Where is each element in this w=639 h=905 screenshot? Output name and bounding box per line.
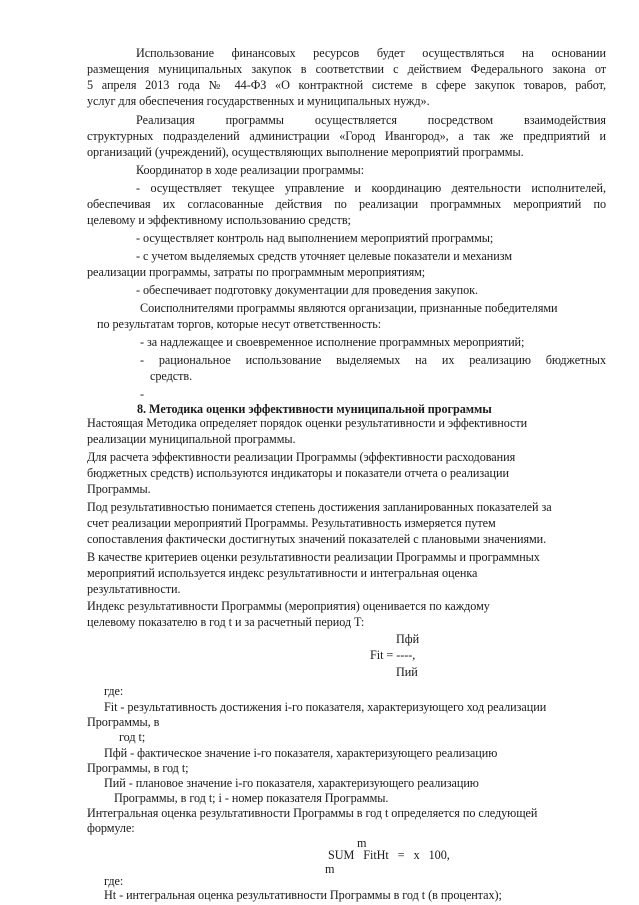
formula-sum-subscript: m [325, 862, 335, 876]
text-line: Под результативностью понимается степень достижения запланированных показателей за [87, 500, 552, 514]
text-line: Программы. [87, 482, 151, 496]
text-line: бюджетных средств) используются индикаторы и показатели отчета о реализации [87, 466, 509, 480]
text-line: результативности. [87, 582, 181, 596]
text-line: средств. [150, 369, 193, 383]
text-line: - с учетом выделяемых средств уточняет целевые показатели и механизм [136, 249, 512, 263]
text-line: - за надлежащее и своевременное исполнение программных мероприятий; [140, 335, 525, 349]
formula-denominator: Пий [396, 665, 418, 679]
text-line: обеспечивая их согласованные действия по реализации программных мероприятий по [87, 197, 606, 211]
text-line: 5 апреля 2013 года № 44-ФЗ «О контрактной системе в сфере закупок товаров, работ, [87, 78, 606, 92]
text-line: сопоставления фактически достигнутых значений показателей с плановыми значениями. [87, 532, 547, 546]
text-line: целевому показателю в год t и за расчетный период T: [87, 615, 365, 629]
text-line: - осуществляет текущее управление и координацию деятельности исполнителей, [136, 181, 606, 195]
text-line: Программы, в [87, 715, 160, 729]
text-line: Программы, в год t; i - номер показателя Программы. [114, 791, 389, 805]
text-line: структурных подразделений администрации «Город Ивангород», а так же предприятий и [87, 129, 606, 143]
text-line: - [140, 387, 145, 401]
text-line: размещения муниципальных закупок в соответствии с действием Федерального закона от [87, 62, 606, 76]
text-line: услуг для обеспечения государственных и муниципальных нужд». [87, 94, 430, 108]
text-line: Использование финансовых ресурсов будет осуществляться на основании [136, 46, 606, 60]
text-line: где: [104, 684, 124, 698]
text-line: организаций (учреждений), осуществляющих выполнение мероприятий программы. [87, 145, 524, 159]
text-line: Координатор в ходе реализации программы: [136, 163, 365, 177]
formula-numerator: Пфй [396, 632, 420, 646]
text-line: - обеспечивает подготовку документации для проведения закупок. [136, 283, 478, 297]
text-line: Для расчета эффективности реализации Программы (эффективности расходования [87, 450, 516, 464]
text-line: по результатам торгов, которые несут ответственность: [97, 317, 382, 331]
text-line: Реализация программы осуществляется посредством взаимодействия [136, 113, 606, 127]
section-heading: 8. Методика оценки эффективности муниципальной программы [137, 402, 492, 416]
text-line: реализации программы, затраты по программным мероприятиям; [87, 265, 426, 279]
text-line: Fit - результативность достижения i-го показателя, характеризующего ход реализации [104, 700, 547, 714]
text-line: Программы, в год t; [87, 761, 189, 775]
text-line: - осуществляет контроль над выполнением мероприятий программы; [136, 231, 494, 245]
formula-sum-superscript: m [357, 836, 367, 850]
text-line: Интегральная оценка результативности Программы в год t определяется по следующей [87, 806, 538, 820]
text-line: целевому и эффективному использованию средств; [87, 213, 351, 227]
text-line: формуле: [87, 821, 135, 835]
text-line: Настоящая Методика определяет порядок оценки результативности и эффективности [87, 416, 528, 430]
text-line: Пфй - фактическое значение i-го показателя, характеризующего реализацию [104, 746, 498, 760]
text-line: Соисполнителями программы являются организации, признанные победителями [140, 301, 558, 315]
text-line: реализации муниципальной программы. [87, 432, 296, 446]
text-line: Пий - плановое значение i-го показателя, характеризующего реализацию [104, 776, 479, 790]
text-line: мероприятий используется индекс результативности и интегральная оценка [87, 566, 478, 580]
formula-integral: SUM FitHt = x 100, [328, 848, 450, 862]
text-line: Индекс результативности Программы (мероприятия) оценивается по каждому [87, 599, 490, 613]
text-line: где: [104, 874, 124, 888]
text-line: Ht - интегральная оценка результативности Программы в год t (в процентах); [104, 888, 502, 902]
text-line: год t; [119, 730, 146, 744]
text-line: счет реализации мероприятий Программы. Результативность измеряется путем [87, 516, 496, 530]
formula-main: Fit = ----, [370, 648, 416, 662]
text-line: - рациональное использование выделяемых на их реализацию бюджетных [140, 353, 606, 367]
text-line: В качестве критериев оценки результативности реализации Программы и программных [87, 550, 540, 564]
